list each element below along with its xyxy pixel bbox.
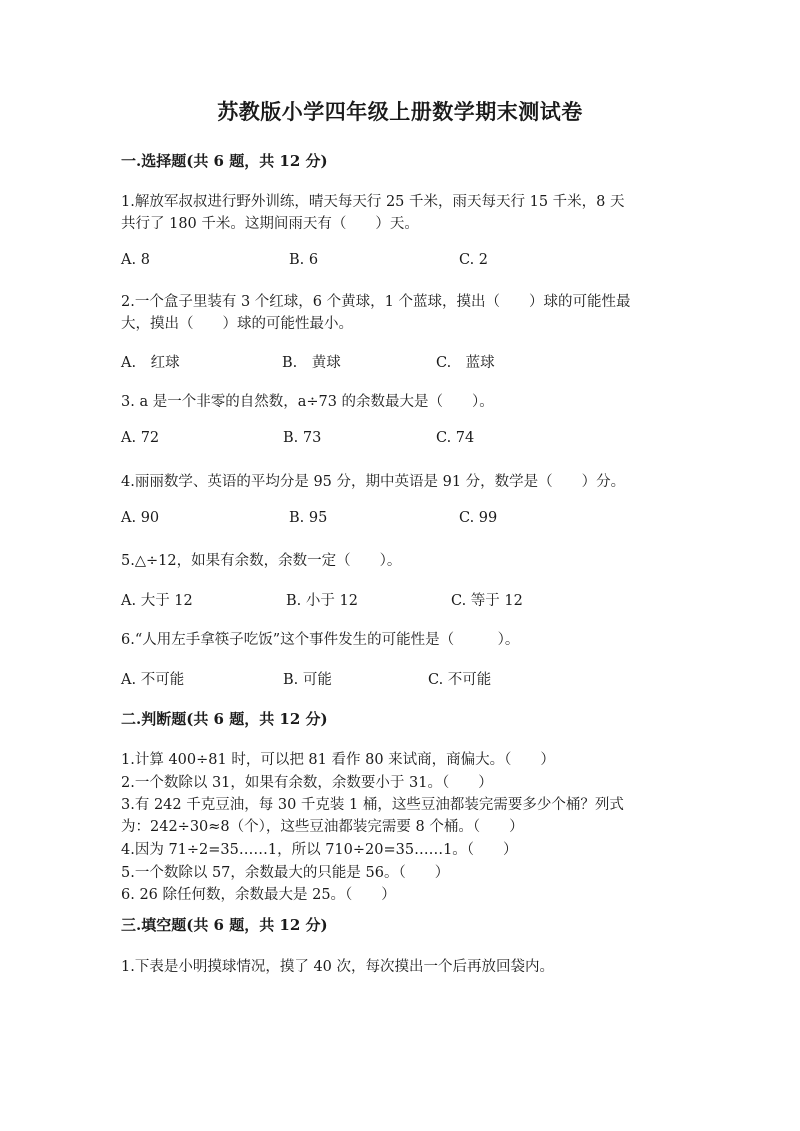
question-text: 1.解放军叔叔进行野外训练，晴天每天行 25 千米，雨天每天行 15 千米，8 天 (121, 194, 625, 210)
judge-item: 3.有 242 千克豆油，每 30 千克装 1 桶，这些豆油都装完需要多少个桶？列式 (121, 797, 624, 813)
option-c: C. 99 (459, 510, 498, 526)
judge-item: 6. 26 除任何数，余数最大是 25。（ ） (121, 887, 396, 903)
option-b: B. 95 (289, 510, 328, 526)
question-text: 5.△÷12，如果有余数，余数一定（ ）。 (121, 553, 402, 569)
option-c: C. 蓝球 (436, 355, 495, 371)
option-b: B. 73 (283, 430, 322, 446)
question-text: 3. a 是一个非零的自然数，a÷73 的余数最大是（ ）。 (121, 394, 494, 410)
option-a: A. 8 (121, 252, 150, 268)
judge-item: 5.一个数除以 57，余数最大的只能是 56。（ ） (121, 865, 450, 881)
option-c: C. 74 (436, 430, 475, 446)
question-text: 大，摸出（ ）球的可能性最小。 (121, 316, 353, 332)
option-a: A. 72 (121, 430, 160, 446)
question-text: 2.一个盒子里装有 3 个红球，6 个黄球，1 个蓝球，摸出（ ）球的可能性最 (121, 294, 631, 310)
question-text: 6.“人用左手拿筷子吃饭”这个事件发生的可能性是（ ）。 (121, 632, 520, 648)
judge-item: 1.计算 400÷81 时，可以把 81 看作 80 来试商，商偏大。（ ） (121, 752, 555, 768)
judge-item: 2.一个数除以 31，如果有余数，余数要小于 31。（ ） (121, 775, 493, 791)
question-text: 共行了 180 千米。这期间雨天有（ ）天。 (121, 216, 419, 232)
option-c: C. 2 (459, 252, 489, 268)
option-a: A. 90 (121, 510, 160, 526)
judge-item: 为：242÷30≈8（个），这些豆油都装完需要 8 个桶。（ ） (121, 819, 524, 835)
option-b: B. 可能 (283, 672, 332, 688)
fill-item: 1.下表是小明摸球情况，摸了 40 次，每次摸出一个后再放回袋内。 (121, 959, 555, 975)
option-c: C. 等于 12 (451, 593, 523, 609)
page-title: 苏教版小学四年级上册数学期末测试卷 (217, 99, 583, 124)
section-heading-choice: 一.选择题(共 6 题，共 12 分) (121, 152, 328, 170)
option-a: A. 不可能 (121, 672, 185, 688)
section-heading-fill: 三.填空题(共 6 题，共 12 分) (121, 916, 328, 934)
option-b: B. 黄球 (282, 355, 341, 371)
section-heading-judge: 二.判断题(共 6 题，共 12 分) (121, 710, 328, 728)
option-a: A. 大于 12 (121, 593, 193, 609)
judge-item: 4.因为 71÷2=35……1，所以 710÷20=35……1。（ ） (121, 842, 518, 858)
option-b: B. 6 (289, 252, 319, 268)
option-a: A. 红球 (121, 355, 180, 371)
option-b: B. 小于 12 (286, 593, 358, 609)
question-text: 4.丽丽数学、英语的平均分是 95 分，期中英语是 91 分，数学是（ ）分。 (121, 474, 626, 490)
option-c: C. 不可能 (428, 672, 492, 688)
